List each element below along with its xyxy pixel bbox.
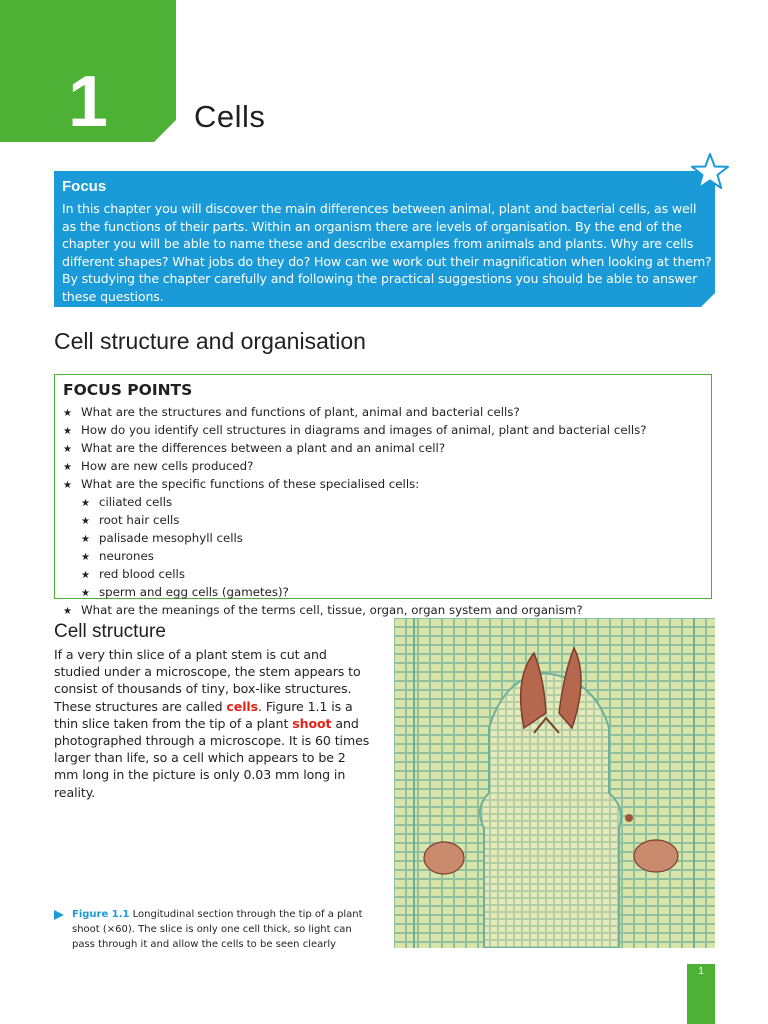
sub-list-item: ★ neurones xyxy=(63,548,703,566)
figure-label: Figure 1.1 xyxy=(72,909,130,920)
caption-arrow-icon xyxy=(54,910,64,920)
star-bullet-icon: ★ xyxy=(63,444,72,455)
page-number: 1 xyxy=(698,966,704,977)
body-paragraph: If a very thin slice of a plant stem is cut and studied under a microscope, the stem appears to consist of thousands of tiny, box-like structures. These structures are called cells. Figure 1.1 is a thin slice taken from the tip of a plant shoot and photographed through a microscope. It is 60 times larger than life, so a cell which appears to be 2 mm long in the picture is only 0.03 mm long in reality. xyxy=(54,647,370,800)
star-bullet-icon: ★ xyxy=(81,570,90,581)
section-heading: Cell structure and organisation xyxy=(54,328,366,354)
focus-heading: Focus xyxy=(62,178,107,195)
sub-list-item: ★ red blood cells xyxy=(63,566,703,584)
focus-points-list xyxy=(63,404,703,620)
chapter-title: Cells xyxy=(194,99,266,134)
star-bullet-icon: ★ xyxy=(81,516,90,527)
sub-list-item: ★ ciliated cells xyxy=(63,494,703,512)
sub-list-item: ★ sperm and egg cells (gametes)? xyxy=(63,584,703,602)
star-bullet-icon: ★ xyxy=(63,426,72,437)
star-icon xyxy=(690,152,730,192)
sub-list-item: ★ root hair cells xyxy=(63,512,703,530)
list-item: ★ How are new cells produced? xyxy=(63,458,703,476)
keyword-cells: cells xyxy=(226,698,259,714)
star-bullet-icon: ★ xyxy=(81,534,90,545)
star-bullet-icon: ★ xyxy=(63,462,72,473)
list-item: ★ What are the meanings of the terms cell, tissue, organ, organ system and organism? xyxy=(63,602,703,620)
shoot-tip-micrograph xyxy=(394,618,715,948)
star-bullet-icon: ★ xyxy=(81,552,90,563)
focus-text: In this chapter you will discover the main differences between animal, plant and bacterial cells, as well as the functions of their parts. Within an organism there are levels of organisation. By the end of the chapter you will be able to name these and describe examples from animals and plants. Why are cells different shapes? What jobs do they do? How can we work out their magnification when looking at them? By studying the chapter carefully and following the practical suggestions you should be able to answer these questions. xyxy=(62,201,712,304)
subsection-heading: Cell structure xyxy=(54,621,166,642)
star-bullet-icon: ★ xyxy=(63,480,72,491)
star-bullet-icon: ★ xyxy=(63,408,72,419)
sub-list-item: ★ palisade mesophyll cells xyxy=(63,530,703,548)
list-item: ★ How do you identify cell structures in diagrams and images of animal, plant and bacterial cells? xyxy=(63,422,703,440)
keyword-shoot: shoot xyxy=(292,715,332,731)
star-bullet-icon: ★ xyxy=(63,606,72,617)
focus-points-heading: FOCUS POINTS xyxy=(63,381,193,399)
list-item: ★ What are the specific functions of these specialised cells: xyxy=(63,476,703,494)
list-item: ★ What are the differences between a plant and an animal cell? xyxy=(63,440,703,458)
star-bullet-icon: ★ xyxy=(81,498,90,509)
figure-caption: Figure 1.1 Longitudinal section through the tip of a plant shoot (×60). The slice is only one cell thick, so light can pass through it and allow the cells to be seen clearly xyxy=(72,909,363,950)
star-bullet-icon: ★ xyxy=(81,588,90,599)
list-item: ★ What are the structures and functions of plant, animal and bacterial cells? xyxy=(63,404,703,422)
chapter-number: 1 xyxy=(67,62,109,142)
